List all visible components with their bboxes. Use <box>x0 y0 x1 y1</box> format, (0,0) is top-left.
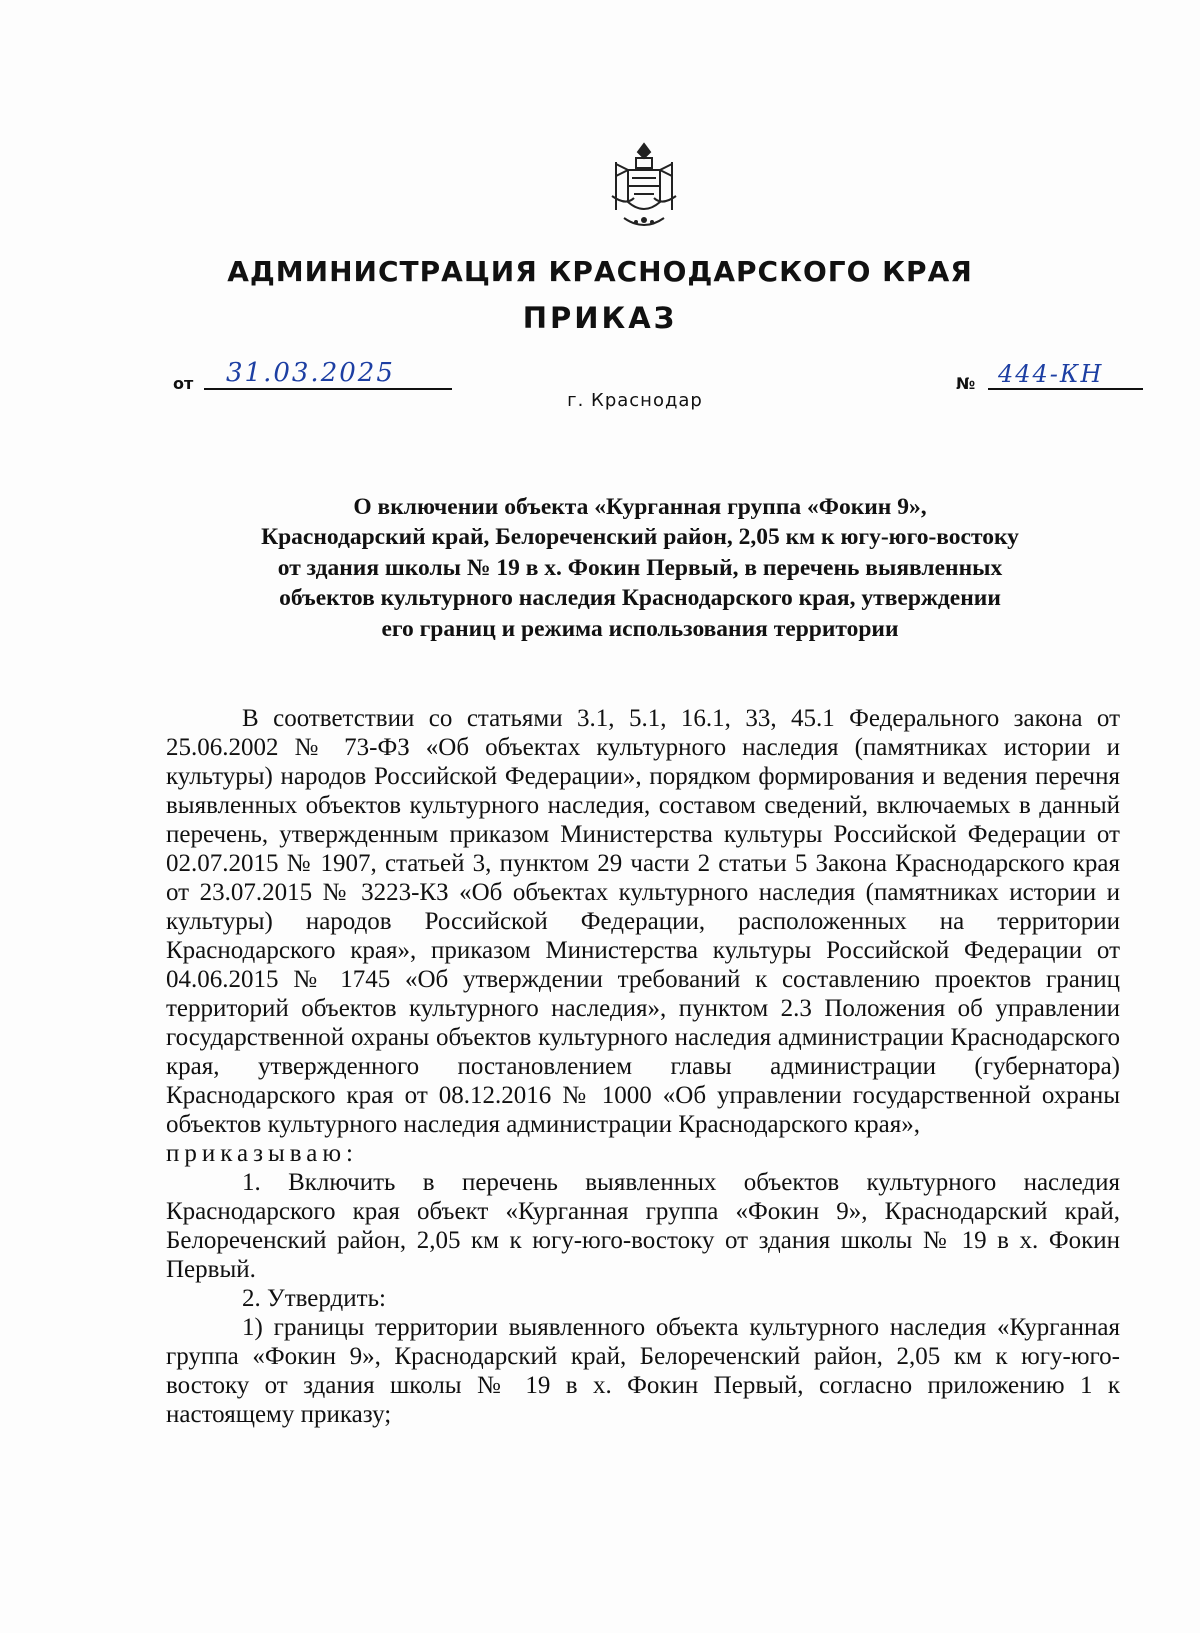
title-line: его границ и режима использования территории <box>381 615 899 642</box>
item-1-paragraph: 1. Включить в перечень выявленных объектов культурного наследия Краснодарского края объект «Курганная группа «Фокин 9», Краснодарский край, Белореченский район, 2,05 км к югу-юго-востоку от здания школы № 19 в х. Фокин Первый. <box>166 1169 1120 1283</box>
organization-name: АДМИНИСТРАЦИЯ КРАСНОДАРСКОГО КРАЯ <box>227 255 973 288</box>
item-2-paragraph: 2. Утвердить: <box>242 1285 386 1312</box>
order-word-text: приказываю: <box>166 1140 358 1167</box>
number-label: № <box>956 374 976 393</box>
document-title <box>160 492 1120 644</box>
coat-of-arms-icon <box>606 140 682 234</box>
title-line: Краснодарский край, Белореченский район, 2,05 км к югу-юго-востоку <box>261 524 1019 551</box>
title-line: объектов культурного наследия Краснодарского края, утверждении <box>279 585 1001 612</box>
item-2-1-paragraph: 1) границы территории выявленного объекта культурного наследия «Курганная группа «Фокин 9», Краснодарский край, Белореченский район, 2,05 км к югу-юго-востоку от здания школы № 19 в х. Фокин Первый, согласно приложению 1 к настоящему приказу; <box>166 1314 1120 1428</box>
title-line: О включении объекта «Курганная группа «Фокин 9», <box>353 494 927 520</box>
date-label: от <box>173 374 194 393</box>
handwritten-date: 31.03.2025 <box>226 358 395 388</box>
order-word <box>166 1139 1120 1168</box>
document-type: ПРИКАЗ <box>522 301 678 335</box>
handwritten-number: 444-КН <box>998 360 1104 388</box>
city-line: г. Краснодар <box>567 390 703 411</box>
document-body <box>166 704 1120 1429</box>
title-line: от здания школы № 19 в х. Фокин Первый, в перечень выявленных <box>277 554 1003 581</box>
preamble-paragraph: В соответствии со статьями 3.1, 5.1, 16.1, 33, 45.1 Федерального закона от 25.06.2002 № 73-ФЗ «Об объектах культурного наследия (памятниках истории и культуры) народов Российской Федерации», порядком формирования и ведения перечня выявленных объектов культурного наследия, составом сведений, включаемых в данный перечень, утвержденным приказом Министерства культуры Российской Федерации от 02.07.2015 № 1907, статьей 3, пунктом 29 части 2 статьи 5 Закона Краснодарского края от 23.07.2015 № 3223-КЗ «Об объектах культурного наследия (памятниках истории и культуры) народов Российской Федерации, расположенных на территории Краснодарского края», приказом Министерства культуры Российской Федерации от 04.06.2015 № 1745 «Об утверждении требований к составлению проектов границ территорий объектов культурного наследия», пунктом 2.3 Положения об управлении государственной охраны объектов культурного наследия администрации Краснодарского края, утвержденного постановлением главы администрации (губернатора) Краснодарского края от 08.12.2016 № 1000 «Об управлении государственной охраны объектов культурного наследия администрации Краснодарского края», <box>166 705 1120 1138</box>
